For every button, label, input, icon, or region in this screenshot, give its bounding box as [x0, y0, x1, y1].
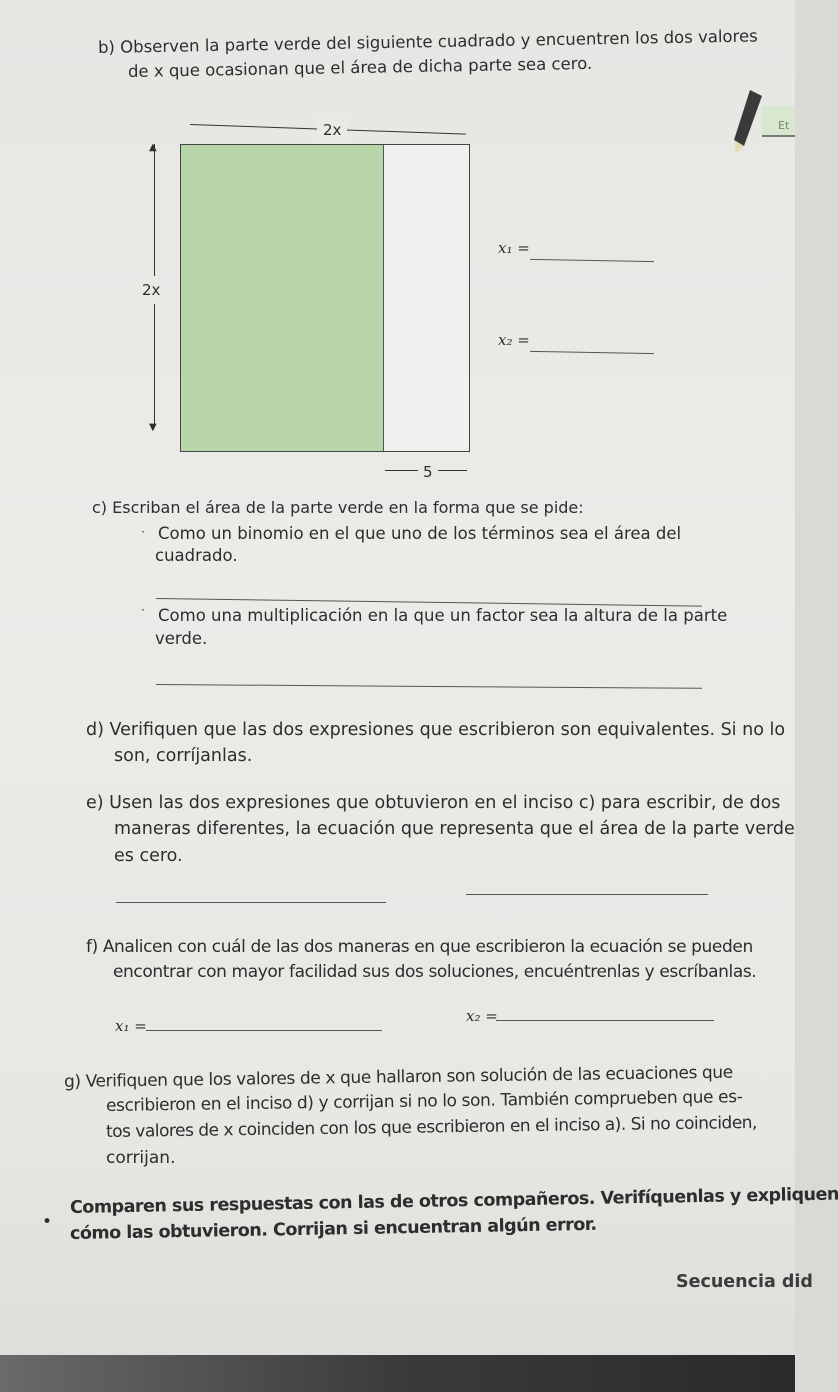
item-f-line1: f) Analicen con cuál de las dos maneras en que escribieron la ecuación se pueden [86, 937, 753, 957]
item-f-x1-answer-line[interactable] [146, 1030, 382, 1031]
final-line2: cómo las obtuvieron. Corrijan si encuentran algún error. [69, 1214, 597, 1244]
item-f-line2: encontrar con mayor facilidad sus dos soluciones, encuéntrenlas y escríbanlas. [113, 962, 757, 982]
item-e-line1: e) Usen las dos expresiones que obtuvieron en el inciso c) para escribir, de dos [86, 793, 781, 813]
item-f-x2-label: x₂ = [466, 1007, 498, 1025]
margin-tag: Et [778, 119, 790, 132]
item-f-x2-answer-line[interactable] [496, 1020, 714, 1021]
x2-label: x₂ = [498, 331, 530, 349]
x1-answer-line[interactable] [530, 259, 654, 262]
top-dimension-label: 2x [317, 118, 347, 142]
item-b-line2: de x que ocasionan que el área de dicha parte sea cero. [127, 53, 593, 81]
square-figure [180, 144, 470, 452]
x2-answer-line[interactable] [530, 351, 654, 354]
left-dimension-label: 2x [142, 276, 160, 304]
item-g-line1: g) Verifiquen que los valores de x que hallaron son solución de las ecuaciones que [63, 1062, 733, 1092]
final-bullet: • [42, 1212, 53, 1232]
footer-text: Secuencia did [676, 1272, 813, 1292]
item-e-line2: maneras diferentes, la ecuación que representa que el área de la parte verde [114, 819, 795, 839]
item-c-title: c) Escriban el área de la parte verde en la forma que se pide: [92, 498, 584, 517]
item-g-line4: corrijan. [106, 1148, 176, 1168]
bottom-dimension-label: 5 [418, 460, 438, 484]
item-c-answer-line-2[interactable] [156, 684, 702, 689]
item-c-bullet1-line2: cuadrado. [155, 546, 238, 565]
item-f-x1-label: x₁ = [115, 1017, 147, 1035]
bullet-dot: · [141, 525, 145, 539]
arrow-up-icon: ▲ [149, 142, 157, 153]
green-region [181, 145, 384, 451]
item-e-line3: es cero. [114, 846, 183, 866]
item-b-line1: b) Observen la parte verde del siguiente cuadrado y encuentren los dos valores [97, 26, 758, 57]
final-line1: Comparen sus respuestas con las de otros compañeros. Verifíquenlas y expliquen [69, 1184, 839, 1218]
item-c-bullet2-line2: verde. [155, 629, 208, 648]
item-g-line3: tos valores de x coinciden con los que escribieron en el inciso a). Si no coinciden, [105, 1112, 758, 1142]
item-g-line2: escribieron en el inciso d) y corrijan si no lo son. También comprueben que es- [105, 1087, 743, 1116]
item-e-answer-line-1[interactable] [116, 902, 386, 903]
item-d-line2: son, corríjanlas. [114, 746, 253, 766]
item-e-answer-line-2[interactable] [466, 894, 708, 895]
photo-edge-shadow [0, 1355, 795, 1392]
bullet-dot: · [141, 603, 145, 617]
item-c-bullet1-line1: Como un binomio en el que uno de los términos sea el área del [158, 524, 682, 543]
x1-label: x₁ = [498, 239, 530, 257]
arrow-down-icon: ▼ [149, 422, 157, 433]
item-d-line1: d) Verifiquen que las dos expresiones que escribieron son equivalentes. Si no lo [86, 720, 786, 740]
item-c-bullet2-line1: Como una multiplicación en la que un factor sea la altura de la parte [158, 606, 728, 625]
